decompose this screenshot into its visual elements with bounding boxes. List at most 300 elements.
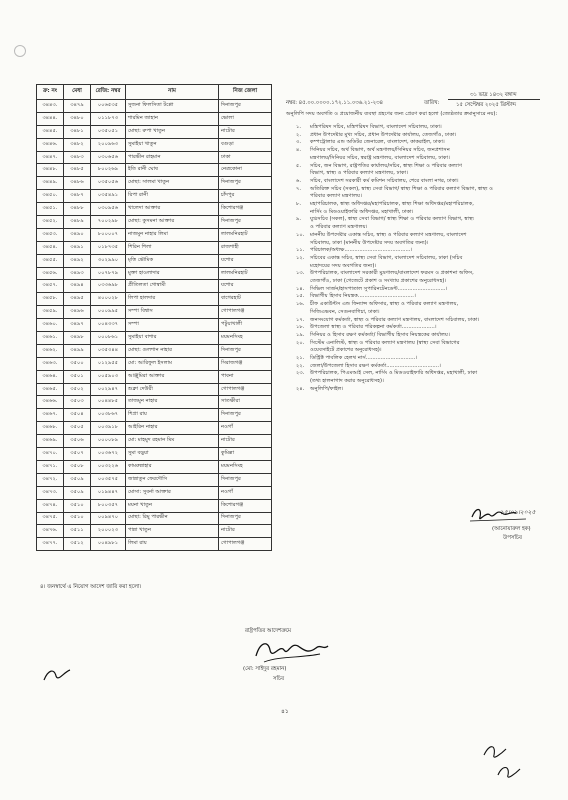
district-cell: রাজশাহী [219,241,272,254]
table-row [37,306,272,319]
serial-cell: ৩৪৬৪. [37,370,64,383]
distribution-item-number: ১৪. [296,285,305,292]
distribution-item-number: ২০. [296,339,305,346]
merit-cell: ৩৪৯৪ [64,280,91,293]
distribution-item-number: ১৬. [296,301,305,308]
district-cell: নওগাঁ [219,422,272,435]
serial-cell: ৩৪৬১. [37,332,64,345]
serial-cell: ৩৪৫০. [37,190,64,203]
merit-cell: ৩৫০৫ [64,422,91,435]
col-serial-header: ক্র: নং [37,85,64,100]
district-cell: ময়মনসিংহ [219,460,272,473]
reg-cell: ২০০৯৬৩ [91,138,126,151]
table-row [37,499,272,512]
distribution-item-text: নার্সিং ও মিডওয়াইফারি অধিদপ্তর, মহাখালী, ঢাকা। [310,208,414,215]
reg-cell: ৪০০০২৮ [91,293,126,306]
distribution-item-number: ১১. [296,247,305,254]
merit-cell: ৩৫০৭ [64,448,91,461]
distribution-item-text: পরিবার কল্যাণ মন্ত্রণালয়। [310,193,362,200]
distribution-item-text: উপপরিচালক, পিএমআই সেল, নার্সিং ও মিডওয়াইফারি অধিদপ্তর, মহাখালী, ঢাকা [310,370,478,377]
distribution-item-text: সিস্টেম এনালিস্ট, স্বাস্থ্য ও পরিবার কল্যাণ মন্ত্রণালয় (স্বাস্থ্য সেবা বিভাগের [310,339,460,346]
merit-cell: ৩৪৯০ [64,228,91,241]
table-row [37,383,272,396]
page-number: ৪১ [281,708,289,715]
district-cell: বাগেরহাট [219,293,272,306]
name-cell: আইরিন নাহার [126,422,219,435]
name-cell: রিপা রানী [126,190,219,203]
district-cell: পাবনা [219,370,272,383]
table-header-row [37,85,272,100]
serial-cell: ৩৪৪৪. [37,112,64,125]
serial-cell: ৩৪৪৭. [37,151,64,164]
name-cell: সুমাইয়া বাশার [126,332,219,345]
name-cell: সুজনা ফিলসিতা টপ্পো [126,100,219,113]
distribution-item [296,240,428,248]
distribution-item [296,232,466,240]
reg-cell: ০০২৯৪৭ [91,383,126,396]
reg-cell: ০০৩৯১৮ [91,422,126,435]
serial-cell: ৩৪৭১. [37,460,64,473]
distribution-item-text: জনসংযোগ কর্মকর্তা, স্বাস্থ্য ও পরিবার কল্যাণ মন্ত্রণালয়, বাংলাদেশ সচিবালয়, ঢাকা। [310,316,480,323]
distribution-item-text: মহাপরিচালক, স্বাস্থ্য অধিদপ্তর/মহাপরিচালক, স্বাস্থ্য শিক্ষা অধিদপ্তর/মহাপরিচালক, [310,201,474,207]
district-cell: সিরাজগঞ্জ [219,357,272,370]
distribution-item [296,301,458,309]
distribution-item-number: ২২. [296,362,305,369]
merit-cell: ৩৫১২ [64,538,91,551]
serial-cell: ৩৪৭৬. [37,525,64,538]
district-cell: কুমিল্লা [219,448,272,461]
distribution-item-number: ১০. [296,231,305,238]
distribution-item [296,247,412,255]
table-row [37,190,272,203]
name-cell: মোছা: রুপা খাতুন [126,125,219,138]
district-cell: ময়মনসিংহ [219,332,272,345]
distribution-item [296,370,477,378]
distribution-item [296,293,416,301]
district-cell: দিনাজপুর [219,473,272,486]
bottom-initials [480,735,540,785]
distribution-item-number: ২. [296,131,302,138]
name-cell: খালেদা আক্তার [126,203,219,216]
distribution-item [296,193,362,201]
name-cell: কামরুন্নাহার [126,460,219,473]
table-row [37,241,272,254]
serial-cell: ৩৪৫১. [37,203,64,216]
distribution-item-text: মন্ত্রণালয়/সিনিয়র সচিব, স্বরাষ্ট্র মন্ত্রণালয়, বাংলাদেশ সচিবালয়, ঢাকা। [310,154,450,161]
name-cell: সুমাইয়া খাতুন [126,138,219,151]
reg-cell: ০০৩২২৬ [91,460,126,473]
distribution-item [296,355,417,363]
serial-cell: ৩৪৫৭. [37,280,64,293]
table-row [37,203,272,216]
merit-cell: ৩৪৮৭ [64,190,91,203]
right-signer-title: উপসচিব [503,535,522,541]
merit-cell: ৩৫০৯ [64,473,91,486]
merit-cell: ৩৫০৮ [64,460,91,473]
col-reg-header: রেজি: নম্বর [91,85,126,100]
distribution-item-number: ১২. [296,254,305,261]
distribution-item [296,178,459,186]
table-row [37,151,272,164]
serial-cell: ৩৪৬৫. [37,383,64,396]
serial-cell: ৩৪৪৬. [37,138,64,151]
merit-cell: ৩৫১১ [64,525,91,538]
district-cell: যশোর [219,280,272,293]
reg-cell: ৩০২৯৯০ [91,254,126,267]
table-row [37,280,272,293]
name-cell: মোছা: গুলশান নাহার [126,344,219,357]
reg-cell: ০৩৩৬৯৮ [91,280,126,293]
merit-cell: ৩৪৯৮ [64,332,91,345]
reg-cell: ০১১৮৭৩ [91,112,126,125]
distribution-item-text: চীফ একাউন্টস এন্ড ফিন্যান্স অফিসার, স্বাস্থ্য ও পরিবার কল্যাণ মন্ত্রণালয়, [310,301,459,308]
distribution-item-number: ৬. [296,177,302,184]
distribution-item-text: তেজগাঁও, ঢাকা (গেজেটে প্রকাশ ও সংখ্যায় প্রকাশের অনুরোধসহ)। [310,278,447,284]
reg-cell: ০০৩৮৬৭ [91,409,126,422]
distribution-item-text: সিজিএভবন, সেগুনবাগিচা, ঢাকা। [310,308,380,315]
table-row [37,460,272,473]
reg-cell: ০০৫৯০৩ [91,370,126,383]
distribution-item [296,147,450,155]
distribution-item [296,278,446,286]
merit-cell: ৩৫১০ [64,512,91,525]
distribution-item [296,170,408,178]
distribution-item-number: ১৩. [296,270,305,277]
name-cell: লিপা হালদার [126,293,219,306]
name-cell: সম্পা [126,319,219,332]
serial-cell: ৩৪৫৬. [37,267,64,280]
serial-cell: ৩৪৫৫. [37,254,64,267]
merit-cell: ৩৪৮৬ [64,177,91,190]
distribution-item-text: মহোদয়ের সদয় অবগতির জন্য)। [310,262,377,269]
name-cell: শারমিন জাহান [126,112,219,125]
appointee-table [36,84,272,551]
serial-cell: ৩৪৪৩. [37,100,64,113]
district-cell: নাটোর [219,435,272,448]
distribution-item-text: (তথ্য হালনাগাদ করার অনুরোধসহ)। [310,378,384,385]
serial-cell: ৩৪৬৬. [37,396,64,409]
distribution-item [296,255,462,263]
distribution-item [296,163,462,171]
reg-cell: ০৩০৯৫৬ [91,203,126,216]
serial-cell: ৩৪৬৯. [37,435,64,448]
merit-cell: ৩৫০১ [64,370,91,383]
district-cell: ভোলা [219,112,272,125]
center-signer-name: (মো: সাইদুর রহমান) [243,666,287,672]
reg-cell: ০১৮৭৩৫ [91,241,126,254]
merit-cell: ৩৪৮৫ [64,164,91,177]
reg-cell: ২০০০২৩ [91,525,126,538]
reg-cell: ৭০০২৯৮ [91,216,126,229]
distribution-item-text: সিনিয়র ও হিসাব রক্ষণ কর্মকর্তা/ বিভাগীয় হিসাব নিয়ন্ত্রকের কার্যালয়। [310,331,450,338]
district-cell: ঢাকা [219,151,272,164]
reg-cell: ০০৩৬৭২ [91,448,126,461]
distribution-item-text: কম্পট্রোলার এন্ড অডিটর জেনারেল, বাংলাদেশ, কাকরাইল, ঢাকা। [310,139,445,146]
table-row [37,100,272,113]
table-row [37,216,272,229]
merit-cell: ৩৪৯৫ [64,293,91,306]
serial-cell: ৩৪৭৭. [37,538,64,551]
distribution-item-text: সচিব, জন বিভাগ, রাষ্ট্রপতির কার্যালয়/সচিব, স্বাস্থ্য শিক্ষা ও পরিবার কল্যাণ [310,162,462,169]
merit-cell: ৩৪৭৯ [64,100,91,113]
distribution-item-number: ১৯. [296,331,305,338]
table-row [37,370,272,383]
district-cell: দিনাজপুর [219,177,272,190]
center-signature [250,636,334,668]
district-cell: গোপালগঞ্জ [219,383,272,396]
distribution-item-number: ১. [296,124,302,130]
merit-cell: ৩৪৮৩ [64,151,91,164]
table-row [37,448,272,461]
distribution-item [296,347,382,355]
merit-cell: ৩৪৮১ [64,125,91,138]
distribution-item [296,186,493,194]
district-cell: নওগাঁ [219,486,272,499]
order-line: রাষ্ট্রপতির আদেশক্রমে [245,628,292,634]
reg-cell: ০১৯৪৪৭ [91,486,126,499]
name-cell: সম্পা বিশ্বাস [126,306,219,319]
district-cell: সাতক্ষীরা [219,396,272,409]
reg-cell: ০০৬৫৩৫ [91,100,126,113]
serial-cell: ৩৪৬৮. [37,422,64,435]
table-row [37,164,272,177]
distribution-item-text: উপজেলা স্বাস্থ্য ও পরিবার পরিকল্পনা কর্মকর্তা....................। [310,324,437,331]
footer-note: ৪। জনস্বার্থে এ নিয়োগ আদেশ জারি করা হলো। [40,584,142,590]
district-cell: লালমনিরহাট [219,267,272,280]
district-cell: নেত্রকোনা [219,164,272,177]
distribution-item-text: জেলা/উপজেলা হিসাব রক্ষণ কর্মকর্তা................................। [310,362,441,369]
table-row [37,409,272,422]
table-row [37,138,272,151]
merit-cell: ৩৪৮২ [64,138,91,151]
distribution-item-number: ২৪. [296,385,305,392]
distribution-item-text: অতিরিক্ত সচিব (সকল), স্বাস্থ্য সেবা বিভাগ/ স্বাস্থ্য শিক্ষা ও পরিবার কল্যাণ বিভাগ, স্বাস্থ্য ও [310,185,493,192]
distribution-item [296,139,445,147]
reg-cell: ৮০০৩৫৭ [91,499,126,512]
distribution-item [296,270,474,278]
district-cell: নাটোর [219,125,272,138]
distribution-item-text: সিভিল সার্জন/হাসপাতাল সুপারিনটেনডেন্ট.............................। [310,285,448,292]
table-row [37,473,272,486]
serial-cell: ৩৪৭৪. [37,499,64,512]
distribution-item-number: ১৮. [296,324,305,331]
distribution-item-text: বিভাগীয় হিসাব নিয়ন্ত্রক..................................। [310,293,416,300]
name-cell: নাজমুন নাহার লিমা [126,228,219,241]
name-cell: মোছা: কুসমনা আক্তার [126,216,219,229]
district-cell: নাটোর [219,525,272,538]
table-body [37,100,272,551]
reg-cell: ০০৩৫৭৫ [91,473,126,486]
serial-cell: ৩৪৫৮. [37,293,64,306]
name-cell: শিপ্রা রায় [126,409,219,422]
serial-cell: ৩৪৫৪. [37,241,64,254]
table-row [37,486,272,499]
serial-cell: ৩৪৬২. [37,344,64,357]
serial-cell: ৩৪৫৯. [37,306,64,319]
distribution-item-number: ৩. [296,139,302,146]
table-row [37,267,272,280]
district-cell: চাঁদপুর [219,190,272,203]
right-signature-date: ১৫।০৯।২০২৫ [500,509,536,516]
merit-cell: ৩৪৯৯ [64,344,91,357]
table-row [37,293,272,306]
distribution-item [296,378,384,386]
reg-cell: ০০৭৮৭৯ [91,267,126,280]
reg-cell: ৮০০০০৭ [91,228,126,241]
district-cell: দিনাজপুর [219,512,272,525]
reg-cell: ০০৪৩৩৭ [91,319,126,332]
serial-cell: ৩৪৭০. [37,448,64,461]
reg-cell: ০০০৮৬১ [91,332,126,345]
distribution-item-number: ৪. [296,147,302,154]
name-cell: মোছা: সালমা খাতুন [126,177,219,190]
distribution-item-number: ৫. [296,162,302,169]
col-name-header: নাম [126,85,219,100]
reg-cell: ০১২৯৫৫ [91,357,126,370]
distribution-item-number: ২১. [296,355,305,361]
merit-cell: ৩৫০৩ [64,396,91,409]
district-cell: কিশোরগঞ্জ [219,203,272,216]
distribution-item-text: মাননীয় উপদেষ্টার একান্ত সচিব, স্বাস্থ্য ও পরিবার কল্যাণ মন্ত্রণালয়, বাংলাদেশ [310,231,467,238]
table-row [37,512,272,525]
col-merit-header: মেধা [64,85,91,100]
name-cell: শিরিন শিলা [126,241,219,254]
merit-cell: ৩৪৮৮ [64,203,91,216]
name-cell: ইতি রানী ঘোষ [126,164,219,177]
reg-cell: ০৩৫৩৪৪ [91,344,126,357]
table-row [37,332,272,345]
right-signer-name: (আনোয়ারুল হক) [492,526,531,532]
name-cell: তাজমুন নাহার [126,396,219,409]
merit-cell: ৩৪৯৭ [64,319,91,332]
distribution-item [296,332,450,340]
table-row [37,525,272,538]
merit-cell: ৩৫০৪ [64,409,91,422]
distribution-item-text: সচিবালয়, ঢাকা (মাননীয় উপদেষ্টার সদয় অবগতির জন্য)। [310,239,429,246]
reg-cell: ০০০০৮৯ [91,435,126,448]
memo-number: নম্বর: ৪৫.০০.০০০০.১৭২.১১.০৩৬.২১-২৩৪ [286,100,383,106]
merit-cell: ৩৪৯১ [64,241,91,254]
distribution-item [296,324,437,332]
serial-cell: ৩৪৭২. [37,473,64,486]
punch-hole [14,45,26,57]
merit-cell: ৩৫০৯ [64,486,91,499]
serial-cell: ৩৪৪৮. [37,164,64,177]
left-signature [40,664,76,686]
memo-date-english: ১৫ সেপ্টেম্বর ২০২৫ খ্রিস্টাব্দ [456,102,516,108]
name-cell: মো: মাহমুদ রহমান মিম [126,435,219,448]
distribution-item-number: ৯. [296,216,302,223]
distribution-item-text: প্রধান উপদেষ্টার মুখ্য সচিব, প্রধান উপদেষ্টার কার্যালয়, তেজগাঁও, ঢাকা। [310,131,457,138]
name-cell: লিমা রায় [126,538,219,551]
district-cell: লালমনিরহাট [219,228,272,241]
name-cell: আঞ্জুমিরা আক্তার [126,370,219,383]
table-row [37,357,272,370]
distribution-item-text: সিনিয়র সচিব, অর্থ বিভাগ, অর্থ মন্ত্রণালয়/সিনিয়র সচিব, জনপ্রশাসন [310,147,450,154]
distribution-item-text: সচিবের একান্ত সচিব, স্বাস্থ্য সেবা বিভাগ, বাংলাদেশ সচিবালয়, ঢাকা (সচিব [310,254,463,261]
serial-cell: ৩৪৪৫. [37,125,64,138]
memo-date-bangla: ৩১ ভাদ্র ১৪৩২ বঙ্গাব্দ [470,92,517,98]
table-row [37,344,272,357]
merit-cell: ৩৫০০ [64,357,91,370]
district-cell: গোপালগঞ্জ [219,306,272,319]
serial-cell: ৩৪৬০. [37,319,64,332]
merit-cell: ৩৫০৬ [64,435,91,448]
distribution-item-text: ওয়েবসাইটে প্রকাশের অনুরোধসহ)। [310,347,382,354]
name-cell: জান্নাতুন ফেরদৌসি [126,473,219,486]
distribution-item-number: ১৭. [296,316,305,323]
merit-cell: ৩৫০২ [64,383,91,396]
table-row [37,538,272,551]
district-cell: দিনাজপুর [219,216,272,229]
distribution-item-number: ২৩. [296,370,305,377]
reg-cell: ০০৪৪৮৫ [91,396,126,409]
district-cell: দিনাজপুর [219,100,272,113]
serial-cell: ৩৪৫৩. [37,228,64,241]
table-row [37,435,272,448]
table-row [37,228,272,241]
table-row [37,254,272,267]
table-row [37,422,272,435]
reg-cell: ০০৪৯৮১ [91,538,126,551]
distribution-item [296,209,414,217]
name-cell: মোসা: সুবর্না আক্তার [126,486,219,499]
serial-cell: ৩৪৭৩. [37,486,64,499]
distribution-item-text: মন্ত্রিপরিষদ সচিব, মন্ত্রিপরিষদ বিভাগ, বাংলাদেশ সচিবালয়, ঢাকা। [310,124,442,130]
col-district-header: নিজ জেলা [219,85,272,100]
distribution-item-text: ও পরিবার কল্যাণ মন্ত্রণালয়। [310,224,368,231]
distribution-item-text: পরিচালক/অধ্যক্ষ........................................। [310,247,413,254]
district-cell: পটুয়াখালী [219,319,272,332]
name-cell: সুমা বড়ুয়া [126,448,219,461]
name-cell: মুক্তা হাওলাদার [126,267,219,280]
name-cell: শুক্লা দেউরী [126,383,219,396]
district-cell: গোপালগঞ্জ [219,538,272,551]
reg-cell: ৮০০২৬৯ [91,164,126,177]
reg-cell: ০০০৯৯৫ [91,306,126,319]
merit-cell: ৩৪৮০ [64,112,91,125]
serial-cell: ৩৪৪৯. [37,177,64,190]
distribution-item-number: ৭. [296,185,302,192]
distribution-item-text: উপপরিচালক, বাংলাদেশ সরকারী মুদ্রণালয়/বাংলাদেশ ফরমস ও প্রকাশনা অফিস, [310,270,474,277]
distribution-item-number: ১৫. [296,293,305,300]
distribution-item-text: অনুলিপি/ফাইল। [310,385,344,392]
merit-cell: ৩৪৯৬ [64,306,91,319]
name-cell: মোছা: রিমু পারভীন [126,512,219,525]
distribution-item [296,155,450,163]
table-row [37,319,272,332]
district-cell: দিনাজপুর [219,409,272,422]
serial-cell: ৩৪৭৫. [37,512,64,525]
distribution-item [296,386,343,394]
name-cell: ময়না খাতুন [126,499,219,512]
merit-cell: ৩৪৯২ [64,254,91,267]
distribution-item [296,309,380,317]
reg-cell: ০৩০৬৫৬ [91,151,126,164]
distribution-item [296,201,474,209]
distribution-item [296,224,367,232]
memo-date-divider [448,99,540,100]
serial-cell: ৩৪৬৩. [37,357,64,370]
district-cell: বগুড়া [219,138,272,151]
table-row [37,112,272,125]
merit-cell: ৩৫১০ [64,499,91,512]
table-row [37,177,272,190]
reg-cell: ০৩৫০৫১ [91,125,126,138]
name-cell: পান্না খাতুন [126,525,219,538]
reg-cell: ০৩৫৪৯১ [91,190,126,203]
distribution-item-text: বিভাগ, স্বাস্থ্য ও পরিবার কল্যাণ মন্ত্রণালয়, ঢাকা। [310,170,408,177]
